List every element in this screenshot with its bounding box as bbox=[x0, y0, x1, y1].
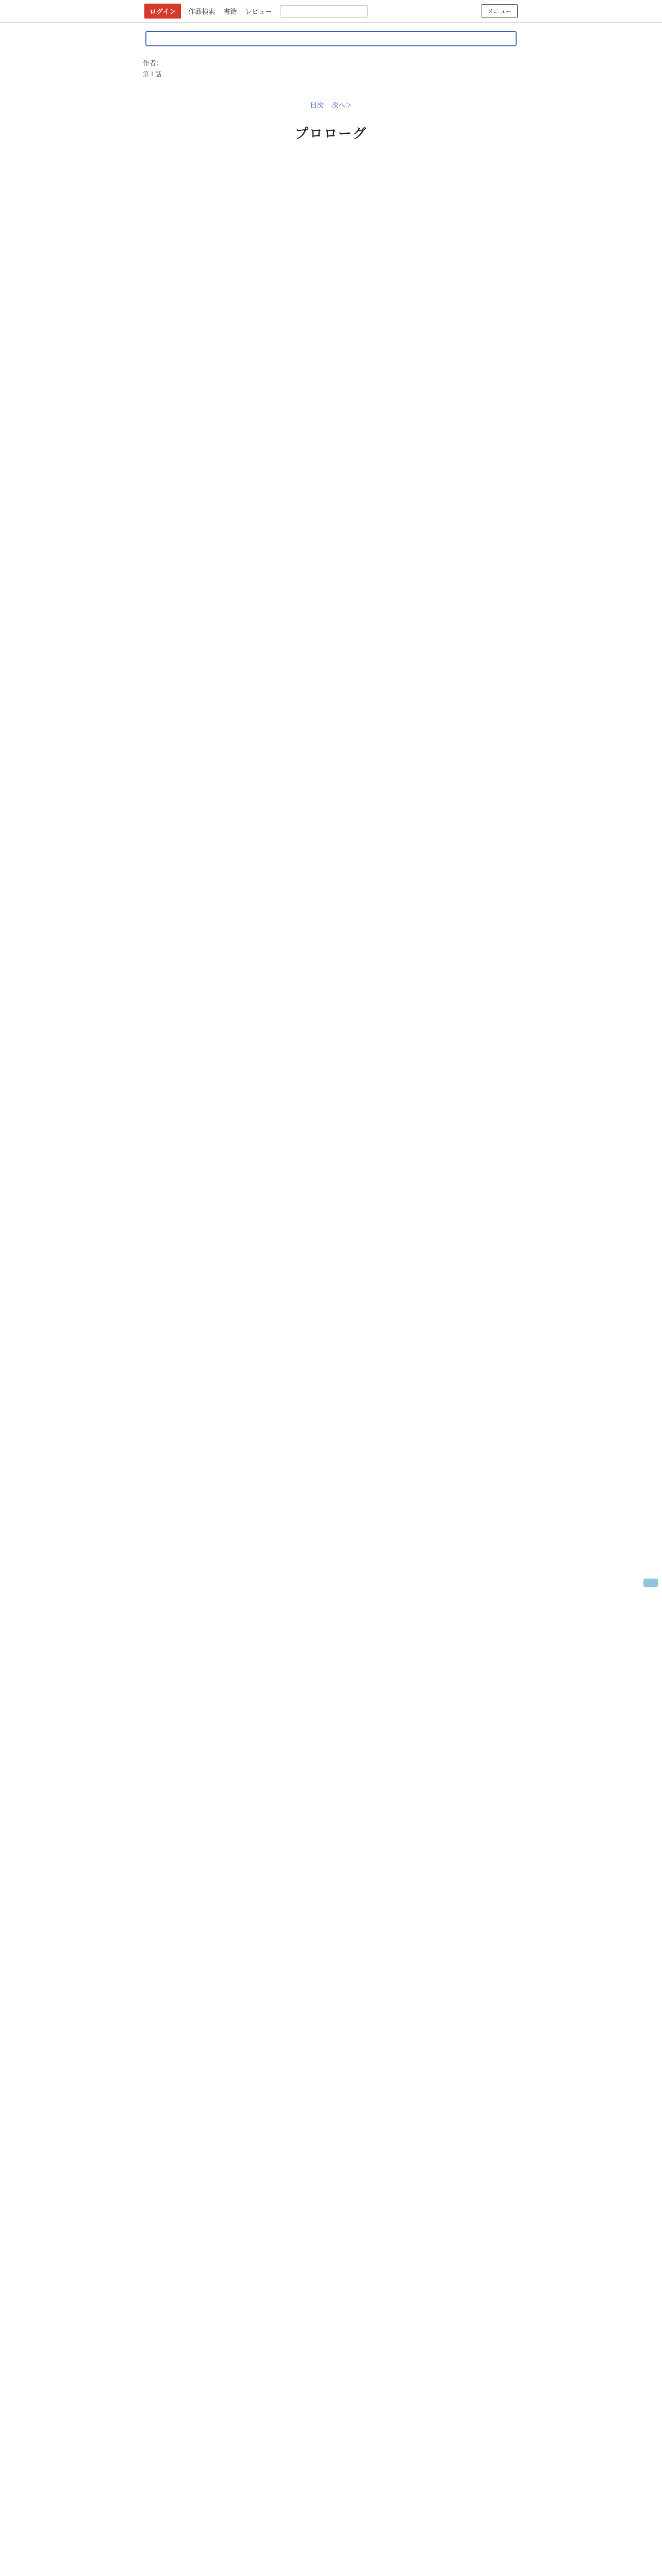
next-link[interactable]: 次へ＞ bbox=[332, 102, 352, 110]
maintenance-notice[interactable] bbox=[145, 31, 517, 46]
floating-button[interactable] bbox=[643, 1579, 658, 1587]
nav-link-books[interactable]: 書籍 bbox=[223, 8, 237, 16]
nav-link-search[interactable]: 作品検索 bbox=[188, 8, 216, 16]
nav-link-reviews[interactable]: レビュー bbox=[245, 8, 272, 16]
menu-button[interactable]: メニュー bbox=[482, 4, 518, 18]
index-link[interactable]: 目次 bbox=[310, 102, 324, 110]
author-label: 作者： bbox=[143, 60, 163, 67]
series-info bbox=[143, 58, 519, 67]
pager bbox=[143, 100, 519, 110]
novel-content bbox=[143, 58, 519, 142]
header-left bbox=[144, 4, 368, 19]
header-bar bbox=[0, 0, 662, 23]
episode-title: プロローグ bbox=[294, 126, 367, 142]
chapter-label: 第１話 bbox=[143, 71, 162, 78]
login-button[interactable]: ログイン bbox=[144, 4, 181, 19]
search-input[interactable] bbox=[280, 5, 368, 18]
